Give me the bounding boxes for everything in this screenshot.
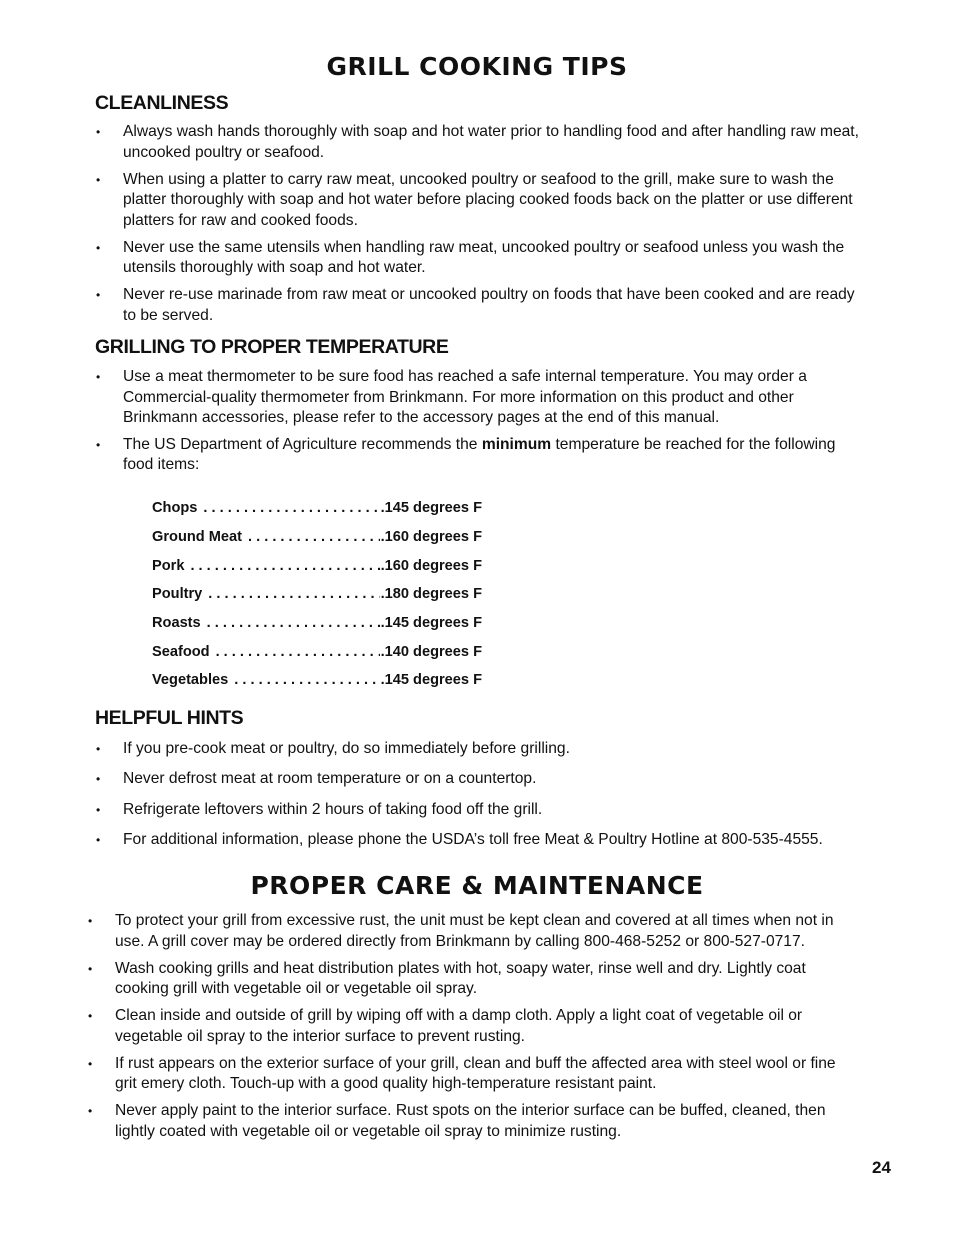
list-item: • The US Department of Agriculture recommends the minimum temperature be reached for the following food items: — [96, 435, 836, 473]
hints-list — [96, 739, 863, 860]
bullet-icon: • — [96, 240, 101, 255]
care-list — [88, 911, 855, 1149]
bullet-icon: • — [96, 437, 101, 452]
table-row — [152, 523, 482, 552]
table-row — [152, 609, 482, 638]
dot-leader — [216, 644, 380, 660]
care-title: PROPER CARE & MAINTENANCE — [250, 871, 704, 900]
list-item: • Never defrost meat at room temperature or on a countertop. — [123, 769, 863, 790]
table-row — [152, 551, 482, 580]
bullet-icon: • — [96, 742, 101, 756]
list-item: • To protect your grill from excessive rust, the unit must be kept clean and covered at all times when not in use. A grill cover may be ordered directly from Brinkmann by calling 800-468-5252 or 800-527-0717. — [88, 912, 834, 950]
bullet-icon: • — [96, 370, 101, 384]
food-temperature: .140 degrees F — [380, 643, 482, 660]
list-item: • Never apply paint to the interior surface. Rust spots on the interior surface can be buffed, cleaned, then lightly coated with vegetable oil or vegetable oil spray to minimize rusting. — [88, 1102, 826, 1140]
list-item: • Refrigerate leftovers within 2 hours of taking food off the grill. — [123, 800, 863, 821]
table-row — [152, 494, 482, 523]
food-name: Pork — [152, 557, 185, 574]
temperature-heading: GRILLING TO PROPER TEMPERATURE — [95, 336, 449, 358]
table-row — [152, 637, 482, 666]
bullet-icon: • — [96, 288, 101, 302]
list-item: • Always wash hands thoroughly with soap and hot water prior to handling food and after handling raw meat, uncooked poultry or seafood. — [96, 123, 859, 161]
hints-heading: HELPFUL HINTS — [95, 707, 244, 729]
bullet-icon: • — [96, 125, 101, 139]
bullet-icon: • — [96, 172, 101, 187]
bullet-icon: • — [88, 914, 93, 928]
list-item: • Clean inside and outside of grill by wiping off with a damp cloth. Apply a light coat of vegetable oil or vegetable oil spray to the interior surface to prevent rusting. — [88, 1007, 803, 1045]
temperature-table — [152, 494, 482, 695]
bullet-icon: • — [96, 802, 101, 817]
food-name: Chops — [152, 500, 198, 517]
food-name: Poultry — [152, 586, 203, 603]
page-title: GRILL COOKING TIPS — [326, 52, 628, 81]
food-name: Vegetables — [152, 672, 229, 689]
food-temperature: .180 degrees F — [380, 586, 482, 603]
temperature-list — [96, 367, 863, 482]
food-name: Roasts — [152, 615, 201, 632]
dot-leader — [234, 672, 379, 688]
list-item: • Never re-use marinade from raw meat or uncooked poultry on foods that have been cooked and are ready to be served. — [96, 286, 855, 324]
list-item: • If you pre-cook meat or poultry, do so immediately before grilling. — [123, 739, 863, 760]
bullet-icon: • — [96, 772, 101, 787]
dot-leader — [208, 586, 379, 602]
page-number: 24 — [872, 1158, 891, 1177]
food-temperature: .160 degrees F — [380, 557, 482, 574]
list-item: • Wash cooking grills and heat distribution plates with hot, soapy water, rinse well and dry. Lightly coat cooking grill with vegetable oil or vegetable oil spray. — [88, 959, 806, 997]
food-name: Seafood — [152, 643, 210, 660]
bullet-icon: • — [88, 961, 93, 976]
list-item: • Never use the same utensils when handling raw meat, uncooked poultry or seafood unless you wash the utensils thoroughly with soap and hot water. — [96, 238, 845, 276]
food-temperature: .145 degrees F — [380, 672, 482, 689]
list-item: • Use a meat thermometer to be sure food has reached a safe internal temperature. You may order a Commercial-quality thermometer from Brinkmann. For more information on this product and other Brinkmann accessories, please refer to the accessory pages at the end of this manual. — [96, 368, 807, 426]
bullet-icon: • — [88, 1009, 93, 1023]
food-temperature: .145 degrees F — [380, 615, 482, 632]
food-temperature: .145 degrees F — [380, 500, 482, 517]
cleanliness-heading: CLEANLINESS — [95, 92, 229, 114]
dot-leader — [190, 558, 379, 574]
emphasis-minimum: minimum — [481, 435, 552, 453]
bullet-icon: • — [88, 1104, 93, 1118]
table-row — [152, 666, 482, 695]
cleanliness-list — [96, 122, 863, 333]
dot-leader — [207, 615, 380, 631]
bullet-icon: • — [88, 1056, 93, 1071]
table-row — [152, 580, 482, 609]
bullet-icon: • — [96, 832, 101, 847]
list-item: • For additional information, please phone the USDA’s toll free Meat & Poultry Hotline at 800-535-4555. — [123, 830, 863, 851]
food-name: Ground Meat — [152, 529, 242, 546]
list-item: • When using a platter to carry raw meat, uncooked poultry or seafood to the grill, make sure to wash the platter thoroughly with soap and hot water before placing cooked foods back on the platter or use different platters for raw and cooked foods. — [96, 170, 853, 229]
food-temperature: .160 degrees F — [380, 529, 482, 546]
dot-leader — [203, 500, 379, 516]
dot-leader — [248, 529, 380, 545]
list-item: • If rust appears on the exterior surface of your grill, clean and buff the affected area with steel wool or fine grit emery cloth. Touch-up with a good quality high-temperature resistant paint. — [88, 1054, 836, 1092]
